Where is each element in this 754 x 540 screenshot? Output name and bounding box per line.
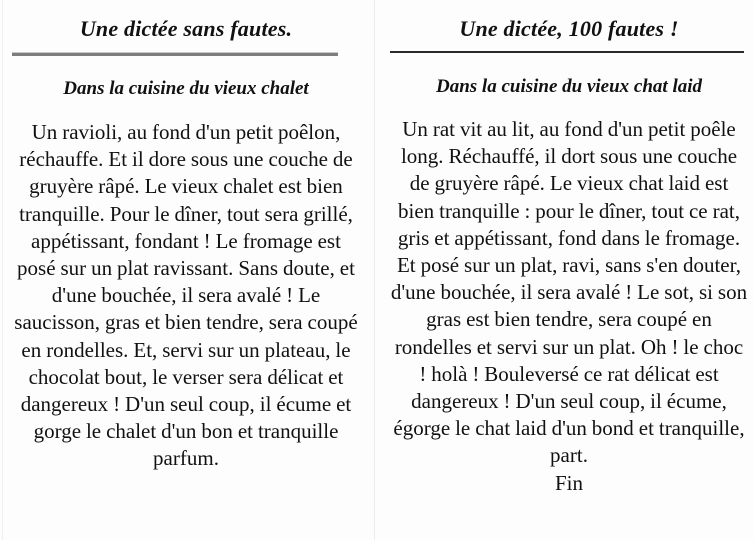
right-column-end-note: Fin: [554, 470, 583, 495]
left-column-subtitle: Dans la cuisine du vieux chalet: [63, 78, 309, 99]
right-column-body-text: Un rat vit au lit, au fond d'un petit poêle long. Réchauffé, il dort sous une couche de gruyère râpé. Le vieux chat laid est bien tranquille : pour le dîner, tout ce rat, gris et appétissant, fond dans le fromage. Et posé sur un plat, ravi, sans s'en douter, d'une bouchée, il sera avalé ! Le sot, si son gras est bien tendre, sera coupé en rondelles et servi sur un plat. Oh ! le choc ! holà ! Bouleversé ce rat délicat est dangereux ! D'un seul coup, il écume, égorge le chat laid d'un bond et tranquille, part.: [390, 117, 748, 468]
right-column-title: Une dictée, 100 fautes !: [459, 16, 679, 41]
column-right: [374, 0, 754, 540]
column-left: [0, 0, 374, 540]
left-column-title: Une dictée sans fautes.: [79, 16, 293, 41]
left-column-body-text: Un ravioli, au fond d'un petit poêlon, réchauffe. Et il dore sous une couche de gruyère râpé. Le vieux chalet est bien tranquille. Pour le dîner, tout sera grillé, appétissant, fondant ! Le fromage est posé sur un plat ravissant. Sans doute, et d'une bouchée, il sera avalé ! Le saucisson, gras et bien tendre, sera coupé en rondelles. Et, servi sur un plateau, le chocolat bout, le verser sera délicat et dangereux ! D'un seul coup, il écume et gorge le chalet d'un bon et tranquille parfum.: [14, 120, 358, 471]
right-column-subtitle: Dans la cuisine du vieux chat laid: [435, 76, 703, 97]
